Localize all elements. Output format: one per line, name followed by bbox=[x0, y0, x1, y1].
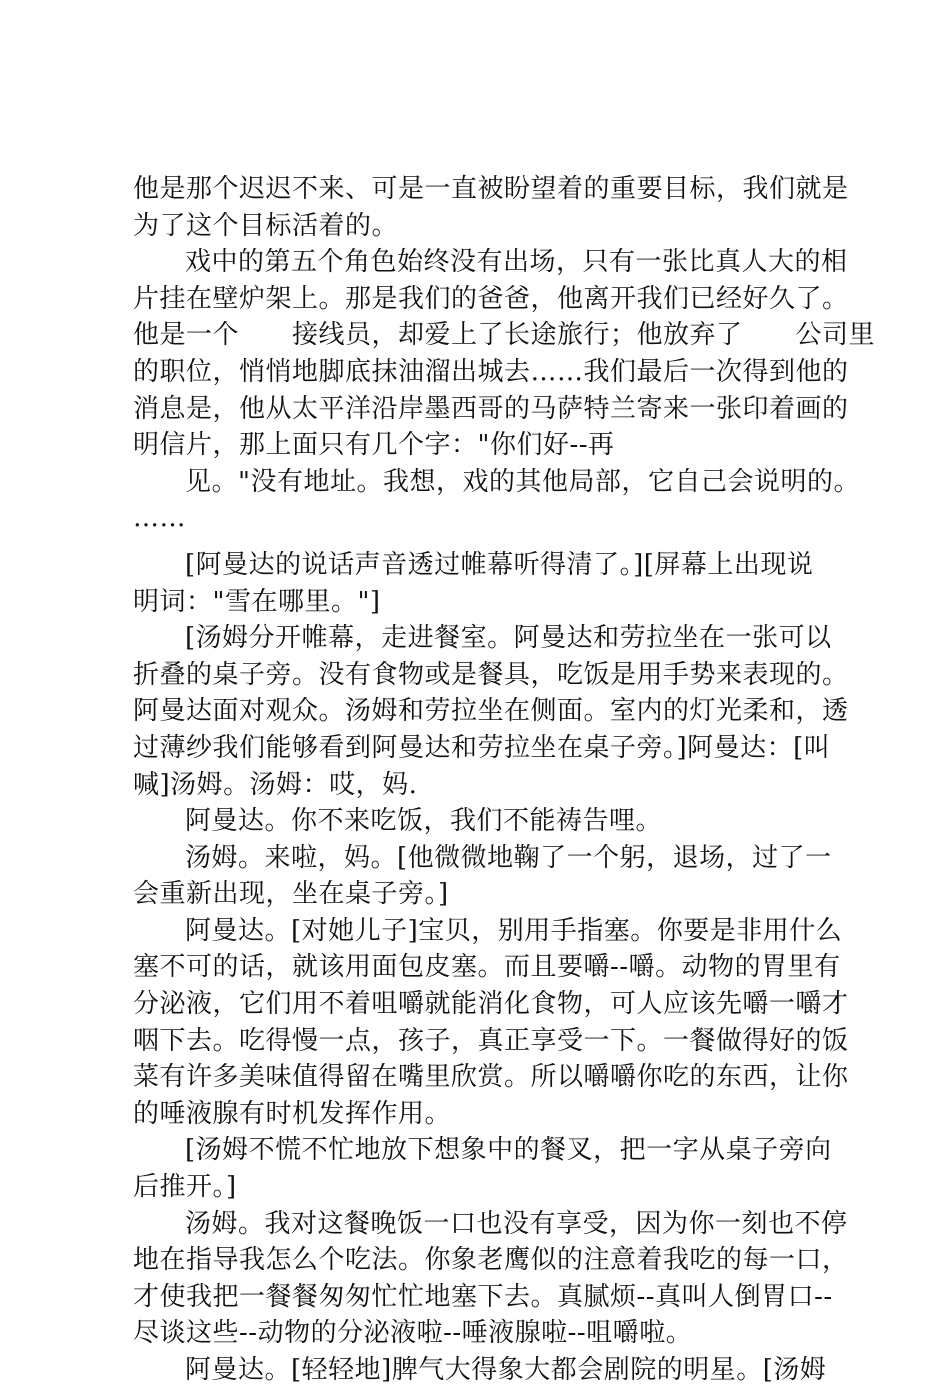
text-line: 的职位，悄悄地脚底抹油溜出城去……我们最后一次得到他的 bbox=[133, 356, 849, 387]
text-line: 喊]汤姆。汤姆：哎，妈. bbox=[133, 769, 418, 800]
text-line: 汤姆。来啦，妈。[他微微地鞠了一个躬，退场，过了一 bbox=[185, 842, 832, 873]
text-line: [阿曼达的说话声音透过帷幕听得清了。][屏幕上出现说 bbox=[185, 549, 814, 580]
text-line: 塞不可的话，就该用面包皮塞。而且要嚼--嚼。动物的胃里有 bbox=[133, 952, 841, 983]
text-line: 菜有许多美味值得留在嘴里欣赏。所以嚼嚼你吃的东西，让你 bbox=[133, 1062, 849, 1093]
text-line: 他是那个迟迟不来、可是一直被盼望着的重要目标，我们就是 bbox=[133, 174, 849, 204]
text-line: 阿曼达。[轻轻地]脾气大得象大都会剧院的明星。[汤姆 bbox=[185, 1355, 827, 1385]
text-line: 会重新出现，坐在桌子旁。] bbox=[133, 879, 449, 910]
text-line: 地在指导我怎么个吃法。你象老鹰似的注意着我吃的每一口， bbox=[133, 1245, 849, 1276]
text-line: 的唾液腺有时机发挥作用。 bbox=[133, 1098, 452, 1129]
text-line: 尽谈这些--动物的分泌液啦--唾液腺啦--咀嚼啦。 bbox=[133, 1318, 693, 1349]
text-line: 明词："雪在哪里。"] bbox=[133, 586, 381, 617]
paragraph-gap bbox=[133, 537, 833, 547]
body-text bbox=[133, 171, 876, 1389]
text-line: [汤姆不慌不忙地放下想象中的餐叉，把一字从桌子旁向 bbox=[185, 1135, 832, 1166]
text-line: 汤姆。我对这餐晚饭一口也没有享受，因为你一刻也不停 bbox=[185, 1208, 848, 1239]
text-line: 片挂在壁炉架上。那是我们的爸爸，他离开我们已经好久了。 bbox=[133, 283, 849, 314]
text-line: 折叠的桌子旁。没有食物或是餐具，吃饭是用手势来表现的。 bbox=[133, 659, 849, 690]
text-line: 消息是，他从太平洋沿岸墨西哥的马萨特兰寄来一张印着画的 bbox=[133, 393, 849, 424]
text-line: 阿曼达。你不来吃饭，我们不能祷告哩。 bbox=[185, 806, 663, 837]
text-line: …… bbox=[133, 503, 186, 534]
text-line: 阿曼达。[对她儿子]宝贝，别用手指塞。你要是非用什么 bbox=[185, 915, 843, 946]
text-line: 见。"没有地址。我想，戏的其他局部，它自己会说明的。 bbox=[185, 466, 860, 497]
text-line: 明信片，那上面只有几个字："你们好--再 bbox=[133, 430, 615, 461]
text-line: [汤姆分开帷幕，走进餐室。阿曼达和劳拉坐在一张可以 bbox=[185, 623, 832, 654]
text-line: 阿曼达面对观众。汤姆和劳拉坐在侧面。室内的灯光柔和，透 bbox=[133, 696, 849, 727]
text-line: 过薄纱我们能够看到阿曼达和劳拉坐在桌子旁。]阿曼达：[叫 bbox=[133, 732, 831, 763]
text-line: 分泌液，它们用不着咀嚼就能消化食物，可人应该先嚼一嚼才 bbox=[133, 989, 849, 1020]
text-line: 戏中的第五个角色始终没有出场，只有一张比真人大的相 bbox=[185, 247, 848, 278]
text-line: 为了这个目标活着的。 bbox=[133, 210, 399, 241]
text-line: 他是一个 接线员，却爱上了长途旅行；他放弃了 公司里 bbox=[133, 320, 876, 351]
text-line: 后推开。] bbox=[133, 1172, 237, 1203]
text-line: 才使我把一餐餐匆匆忙忙地塞下去。真腻烦--真叫人倒胃口-- bbox=[133, 1281, 833, 1312]
text-line: 咽下去。吃得慢一点，孩子，真正享受一下。一餐做得好的饭 bbox=[133, 1025, 849, 1056]
